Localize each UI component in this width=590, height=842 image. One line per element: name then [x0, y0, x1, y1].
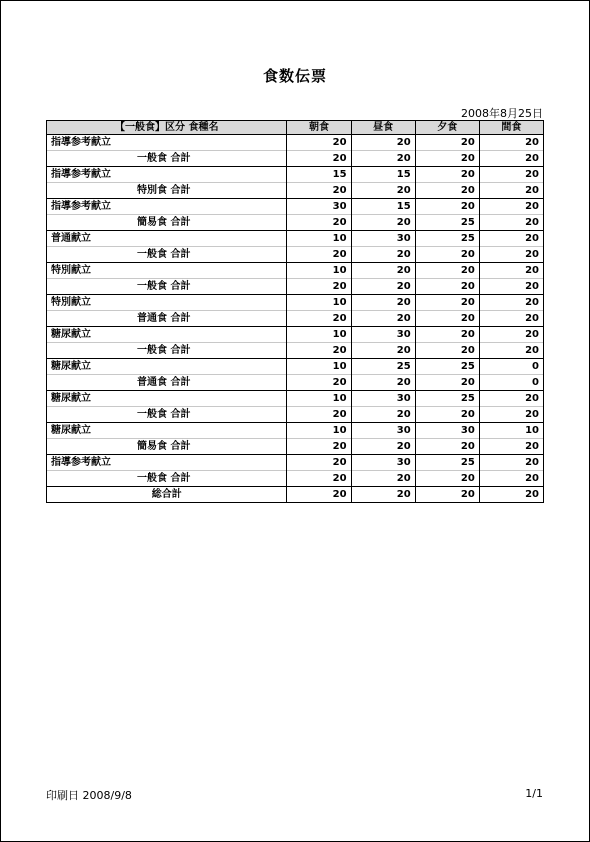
row-value: 20	[415, 375, 479, 391]
row-value: 20	[415, 327, 479, 343]
row-value: 20	[351, 487, 415, 503]
row-value: 20	[287, 183, 351, 199]
subtotal-row	[47, 279, 544, 295]
row-value: 10	[287, 359, 351, 375]
row-value: 20	[287, 135, 351, 151]
row-value: 20	[479, 231, 543, 247]
menu-row	[47, 167, 544, 183]
row-value: 20	[287, 311, 351, 327]
row-value: 10	[287, 327, 351, 343]
row-label: 一般食 合計	[47, 407, 287, 423]
row-value: 20	[479, 343, 543, 359]
row-value: 20	[479, 167, 543, 183]
row-label: 普通食 合計	[47, 375, 287, 391]
row-value: 20	[415, 199, 479, 215]
row-value: 30	[351, 455, 415, 471]
row-value: 20	[479, 311, 543, 327]
subtotal-row	[47, 183, 544, 199]
row-label: 特別献立	[47, 295, 287, 311]
row-value: 20	[479, 215, 543, 231]
row-value: 10	[287, 231, 351, 247]
menu-row	[47, 199, 544, 215]
row-value: 20	[479, 263, 543, 279]
page-number: 1/1	[525, 787, 543, 800]
row-value: 15	[287, 167, 351, 183]
row-label: 指導参考献立	[47, 167, 287, 183]
row-value: 20	[287, 375, 351, 391]
row-label: 指導参考献立	[47, 455, 287, 471]
header-snack: 間食	[479, 121, 543, 135]
row-value: 25	[415, 231, 479, 247]
row-value: 20	[351, 311, 415, 327]
row-value: 20	[351, 151, 415, 167]
row-value: 20	[287, 215, 351, 231]
row-value: 20	[351, 247, 415, 263]
row-value: 15	[351, 167, 415, 183]
row-value: 10	[287, 423, 351, 439]
row-value: 30	[287, 199, 351, 215]
subtotal-row	[47, 375, 544, 391]
row-label: 指導参考献立	[47, 199, 287, 215]
row-value: 20	[415, 151, 479, 167]
row-label: 糖尿献立	[47, 359, 287, 375]
row-value: 20	[287, 151, 351, 167]
subtotal-row	[47, 407, 544, 423]
row-label: 総合計	[47, 487, 287, 503]
row-value: 10	[479, 423, 543, 439]
table-header-row	[47, 121, 544, 135]
menu-row	[47, 295, 544, 311]
header-breakfast: 朝食	[287, 121, 351, 135]
row-value: 20	[479, 407, 543, 423]
grand-total-row	[47, 487, 544, 503]
row-value: 20	[287, 455, 351, 471]
row-value: 20	[479, 439, 543, 455]
row-value: 20	[479, 151, 543, 167]
row-value: 20	[415, 263, 479, 279]
row-value: 20	[351, 439, 415, 455]
row-value: 30	[351, 423, 415, 439]
row-value: 20	[479, 391, 543, 407]
row-label: 普通食 合計	[47, 311, 287, 327]
subtotal-row	[47, 311, 544, 327]
row-label: 特別献立	[47, 263, 287, 279]
row-value: 20	[479, 135, 543, 151]
row-label: 糖尿献立	[47, 391, 287, 407]
menu-row	[47, 135, 544, 151]
report-date: 2008年8月25日	[461, 107, 543, 120]
row-value: 20	[351, 263, 415, 279]
row-value: 20	[415, 311, 479, 327]
row-label: 一般食 合計	[47, 343, 287, 359]
row-value: 20	[351, 135, 415, 151]
row-value: 15	[351, 199, 415, 215]
row-value: 30	[415, 423, 479, 439]
row-label: 一般食 合計	[47, 247, 287, 263]
header-lunch: 昼食	[351, 121, 415, 135]
row-value: 20	[351, 471, 415, 487]
row-value: 20	[351, 279, 415, 295]
row-value: 20	[479, 247, 543, 263]
header-category: 【一般食】区分 食種名	[47, 121, 287, 135]
row-label: 普通献立	[47, 231, 287, 247]
row-value: 20	[415, 471, 479, 487]
row-value: 0	[479, 375, 543, 391]
row-value: 20	[479, 471, 543, 487]
row-value: 20	[287, 407, 351, 423]
row-value: 20	[415, 487, 479, 503]
menu-row	[47, 455, 544, 471]
row-label: 特別食 合計	[47, 183, 287, 199]
row-value: 20	[479, 279, 543, 295]
row-label: 簡易食 合計	[47, 439, 287, 455]
row-value: 20	[415, 247, 479, 263]
row-value: 20	[479, 487, 543, 503]
row-label: 糖尿献立	[47, 423, 287, 439]
row-label: 指導参考献立	[47, 135, 287, 151]
row-label: 糖尿献立	[47, 327, 287, 343]
row-value: 25	[415, 215, 479, 231]
row-label: 一般食 合計	[47, 151, 287, 167]
row-value: 20	[415, 343, 479, 359]
menu-row	[47, 359, 544, 375]
row-value: 20	[415, 295, 479, 311]
row-value: 30	[351, 391, 415, 407]
row-value: 20	[351, 295, 415, 311]
row-value: 20	[351, 407, 415, 423]
row-value: 20	[351, 183, 415, 199]
row-value: 20	[351, 215, 415, 231]
menu-row	[47, 231, 544, 247]
subtotal-row	[47, 151, 544, 167]
menu-row	[47, 423, 544, 439]
row-value: 0	[479, 359, 543, 375]
subtotal-row	[47, 247, 544, 263]
header-dinner: 夕食	[415, 121, 479, 135]
row-value: 20	[287, 247, 351, 263]
table-body	[47, 135, 544, 503]
row-value: 20	[415, 135, 479, 151]
menu-row	[47, 327, 544, 343]
row-value: 25	[351, 359, 415, 375]
menu-row	[47, 391, 544, 407]
subtotal-row	[47, 215, 544, 231]
row-value: 20	[479, 327, 543, 343]
row-value: 20	[287, 343, 351, 359]
subtotal-row	[47, 439, 544, 455]
subtotal-row	[47, 471, 544, 487]
page-title: 食数伝票	[262, 67, 327, 85]
row-value: 30	[351, 231, 415, 247]
row-value: 10	[287, 295, 351, 311]
row-value: 20	[287, 439, 351, 455]
row-value: 25	[415, 391, 479, 407]
row-value: 20	[415, 279, 479, 295]
row-value: 20	[287, 471, 351, 487]
row-label: 一般食 合計	[47, 471, 287, 487]
subtotal-row	[47, 343, 544, 359]
meal-count-table	[46, 120, 544, 503]
row-value: 20	[287, 487, 351, 503]
print-date: 印刷日 2008/9/8	[46, 789, 132, 802]
row-value: 25	[415, 359, 479, 375]
row-value: 10	[287, 263, 351, 279]
row-value: 25	[415, 455, 479, 471]
row-value: 20	[415, 407, 479, 423]
row-value: 20	[479, 199, 543, 215]
row-label: 一般食 合計	[47, 279, 287, 295]
row-value: 20	[351, 375, 415, 391]
row-value: 20	[287, 279, 351, 295]
row-value: 20	[351, 343, 415, 359]
menu-row	[47, 263, 544, 279]
row-value: 10	[287, 391, 351, 407]
row-value: 30	[351, 327, 415, 343]
row-value: 20	[479, 455, 543, 471]
row-value: 20	[479, 183, 543, 199]
row-value: 20	[479, 295, 543, 311]
row-value: 20	[415, 439, 479, 455]
row-value: 20	[415, 167, 479, 183]
row-label: 簡易食 合計	[47, 215, 287, 231]
row-value: 20	[415, 183, 479, 199]
